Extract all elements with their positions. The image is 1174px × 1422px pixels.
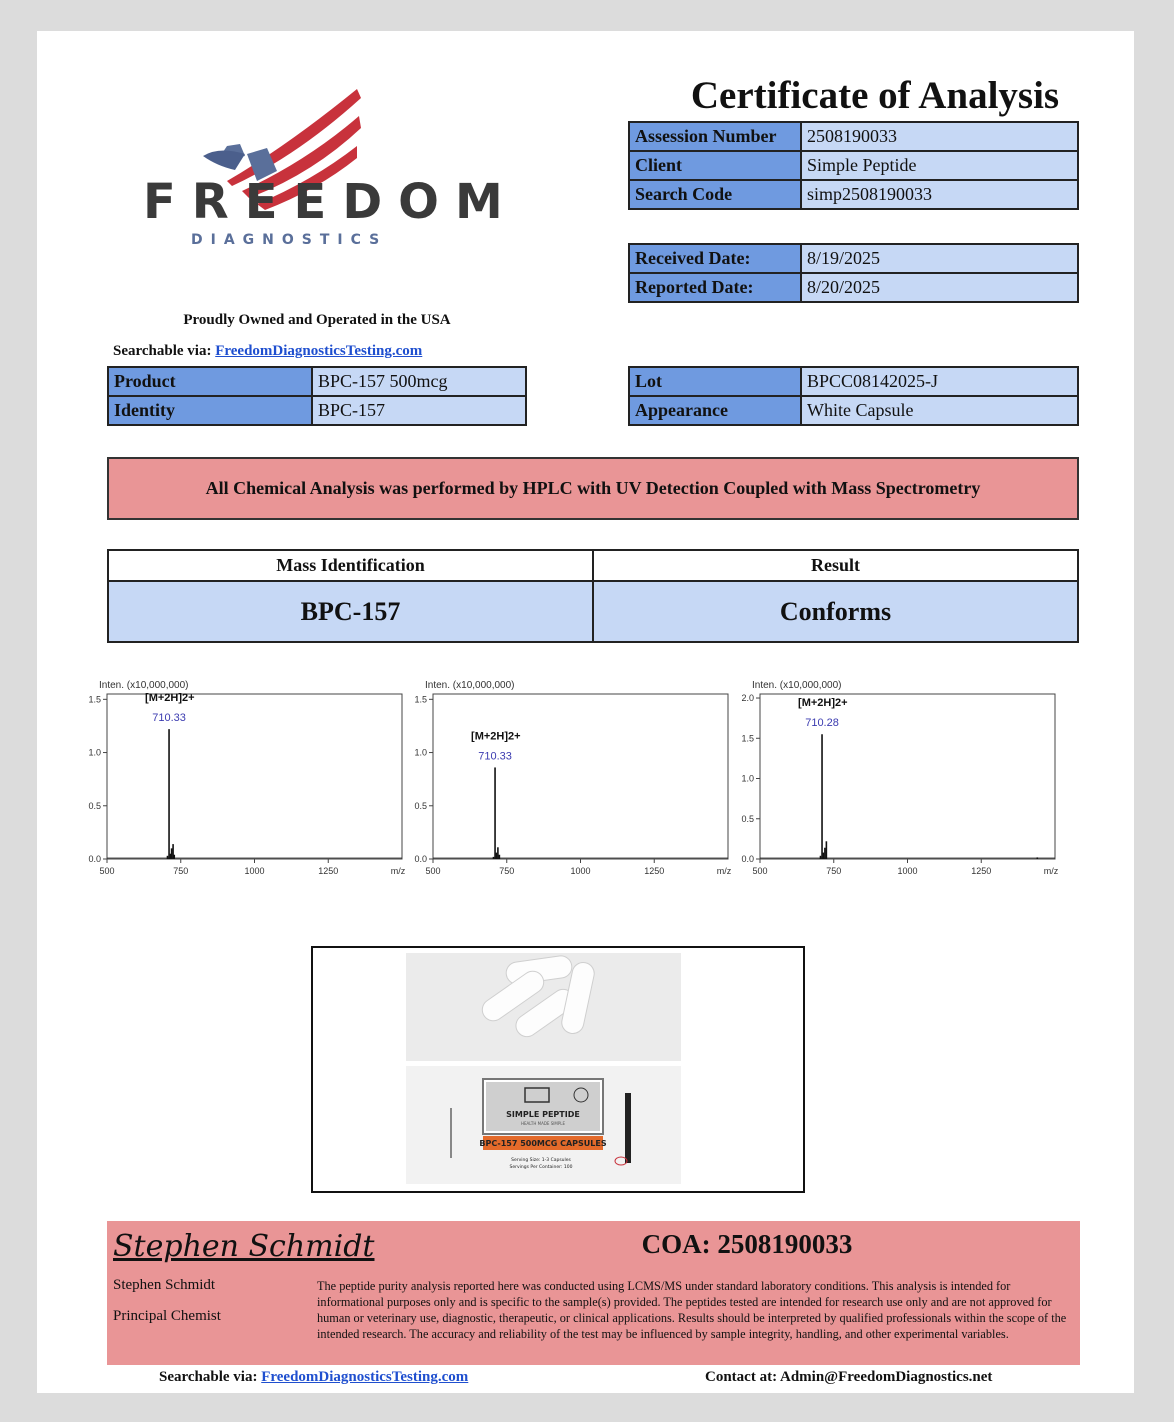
logo-wordmark: FREEDOM <box>143 174 519 230</box>
searchable-label: Searchable via: <box>113 343 212 359</box>
x-tick-label: 750 <box>826 866 842 876</box>
x-tick-label: 1000 <box>570 866 591 876</box>
lot-value: White Capsule <box>801 396 1078 425</box>
footer-searchable-link[interactable]: FreedomDiagnosticsTesting.com <box>261 1369 469 1385</box>
lot-value: BPCC08142025-J <box>801 367 1078 396</box>
date-label: Received Date: <box>629 244 801 273</box>
peak-annotation-label: [M+2H]2+ <box>145 692 195 705</box>
info-label: Client <box>629 151 801 180</box>
mass-spectrum-chart-3 <box>740 676 1065 891</box>
footer-contact: Contact at: Admin@FreedomDiagnostics.net <box>705 1369 993 1385</box>
footer-searchable <box>159 1369 468 1386</box>
y-tick-label: 1.5 <box>741 733 754 744</box>
y-tick-label: 0.0 <box>88 854 101 864</box>
peak-annotation-value: 710.33 <box>478 750 512 763</box>
y-tick-label: 1.0 <box>741 773 754 784</box>
product-row <box>108 396 526 425</box>
info-value: Simple Peptide <box>801 151 1078 180</box>
lot-label: Lot <box>629 367 801 396</box>
label-tagline: HEALTH MADE SIMPLE <box>520 1121 566 1126</box>
peak-annotation-label: [M+2H]2+ <box>798 697 848 710</box>
y-tick-label: 0.0 <box>414 854 427 864</box>
peak-annotation-value: 710.28 <box>805 717 839 730</box>
peak-annotation-label: [M+2H]2+ <box>471 730 521 743</box>
x-axis-label: m/z <box>1043 866 1059 876</box>
dates-table <box>628 243 1079 303</box>
chemist-name: Stephen Schmidt <box>113 1277 216 1293</box>
x-tick-label: 750 <box>499 866 515 876</box>
result-header: Result <box>593 550 1078 581</box>
mass-header: Mass Identification <box>108 550 593 581</box>
date-label: Reported Date: <box>629 273 801 302</box>
y-axis-label: Inten. (x10,000,000) <box>752 680 842 691</box>
mass-identification-table <box>107 549 1079 643</box>
y-tick-label: 0.0 <box>741 854 754 864</box>
product-photo-frame <box>311 946 805 1193</box>
mass-value: BPC-157 <box>108 581 593 642</box>
plot-frame <box>433 694 728 859</box>
mass-spectrum-chart-2 <box>413 676 738 891</box>
x-axis-label: m/z <box>390 866 406 876</box>
x-tick-label: 1000 <box>244 866 265 876</box>
y-tick-label: 0.5 <box>414 800 427 811</box>
lot-row <box>629 396 1078 425</box>
x-tick-label: 1250 <box>318 866 339 876</box>
x-axis-label: m/z <box>716 866 732 876</box>
freedom-diagnostics-logo <box>107 86 527 286</box>
y-tick-label: 1.5 <box>88 694 101 705</box>
product-label: Product <box>108 367 312 396</box>
product-value: BPC-157 <box>312 396 526 425</box>
label-serving: Serving Size: 1-3 Capsules <box>511 1158 571 1163</box>
info-table <box>628 121 1079 210</box>
searchable-link[interactable]: FreedomDiagnosticsTesting.com <box>215 343 423 359</box>
chemist-title: Principal Chemist <box>113 1308 221 1324</box>
result-value: Conforms <box>593 581 1078 642</box>
x-tick-label: 500 <box>425 866 441 876</box>
searchable-via <box>113 343 422 360</box>
mass-spectrum-chart-1 <box>87 676 412 891</box>
info-row <box>629 180 1078 209</box>
product-label: Identity <box>108 396 312 425</box>
chemist-signature: Stephen Schmidt <box>113 1229 375 1264</box>
info-row <box>629 122 1078 151</box>
info-label: Assession Number <box>629 122 801 151</box>
mass-header-row <box>108 550 1078 581</box>
y-tick-label: 0.5 <box>741 813 754 824</box>
product-row <box>108 367 526 396</box>
mass-value-row <box>108 581 1078 642</box>
x-tick-label: 500 <box>99 866 115 876</box>
lot-table <box>628 366 1079 426</box>
label-product: BPC-157 500MCG CAPSULES <box>479 1139 607 1148</box>
peak-annotation-value: 710.33 <box>152 712 186 725</box>
y-tick-label: 1.5 <box>414 694 427 705</box>
date-row <box>629 244 1078 273</box>
page-title: Certificate of Analysis <box>690 74 1060 117</box>
x-tick-label: 1000 <box>897 866 918 876</box>
label-brand: SIMPLE PEPTIDE <box>506 1110 580 1119</box>
x-tick-label: 750 <box>173 866 189 876</box>
y-tick-label: 1.0 <box>414 747 427 758</box>
y-tick-label: 1.0 <box>88 747 101 758</box>
y-axis-label: Inten. (x10,000,000) <box>99 680 189 691</box>
footer-searchable-label: Searchable via: <box>159 1369 258 1385</box>
x-tick-label: 1250 <box>971 866 992 876</box>
y-axis-label: Inten. (x10,000,000) <box>425 680 515 691</box>
disclaimer-text: The peptide purity analysis reported here was conducted using LCMS/MS under standard laboratory conditions. This analysis is intended for informational purposes only and is specific to the sample(s) provided. The peptides tested are intended for research use only and are not approved for human or veterinary use, diagnostic, therapeutic, or clinical applications. Results should be interpreted by qualified professionals within the scope of the intended research. The accuracy and reliability of the test may be influenced by sample integrity, handling, and other experimental variables. <box>317 1279 1067 1341</box>
date-row <box>629 273 1078 302</box>
info-value: 2508190033 <box>801 122 1078 151</box>
info-value: simp2508190033 <box>801 180 1078 209</box>
y-tick-label: 0.5 <box>88 800 101 811</box>
x-tick-label: 1250 <box>644 866 665 876</box>
product-value: BPC-157 500mcg <box>312 367 526 396</box>
lot-row <box>629 367 1078 396</box>
lot-label: Appearance <box>629 396 801 425</box>
date-value: 8/19/2025 <box>801 244 1078 273</box>
info-label: Search Code <box>629 180 801 209</box>
certificate-page <box>37 31 1134 1393</box>
x-tick-label: 500 <box>752 866 768 876</box>
info-row <box>629 151 1078 180</box>
coa-number: COA: 2508190033 <box>641 1229 853 1259</box>
date-value: 8/20/2025 <box>801 273 1078 302</box>
analysis-method-banner: All Chemical Analysis was performed by HPLC with UV Detection Coupled with Mass Spectrometry <box>107 457 1079 520</box>
logo-subtitle: DIAGNOSTICS <box>191 232 388 248</box>
label-servings: Servings Per Container: 100 <box>509 1165 573 1170</box>
y-tick-label: 2.0 <box>741 693 754 704</box>
product-table <box>107 366 527 426</box>
owned-text: Proudly Owned and Operated in the USA <box>183 312 451 328</box>
